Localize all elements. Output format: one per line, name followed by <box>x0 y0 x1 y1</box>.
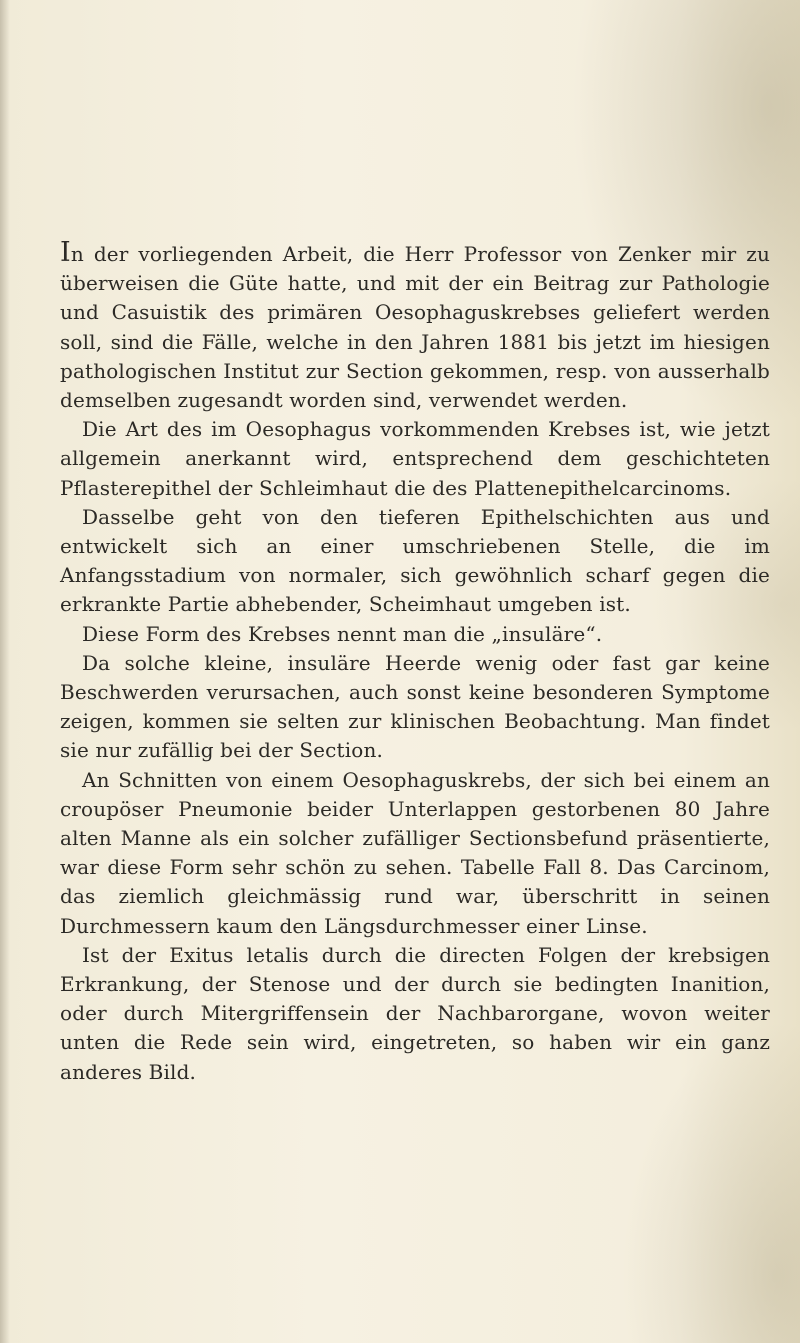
paragraph-1-text: n der vorliegenden Arbeit, die Herr Professor von Zenker mir zu überweisen die Güte hatte, und mit der ein Beitrag zur Pathologie und Casuistik des primären Oesophaguskrebses geliefert werden soll, sind die Fälle, welche in den Jahren 1881 bis jetzt im hiesigen pathologischen Institut zur Section gekommen, resp. von ausserhalb demselben zugesandt worden sind, verwendet werden. <box>60 242 770 413</box>
paragraph-6: An Schnitten von einem Oesophaguskrebs, der sich bei einem an croupöser Pneumonie beider Unterlappen gestorbenen 80 Jahre alten Manne als ein solcher zufälliger Sectionsbefund präsentierte, war diese Form sehr schön zu sehen. Tabelle Fall 8. Das Carcinom, das ziemlich gleichmässig rund war, überschritt in seinen Durchmessern kaum den Längsdurchmesser einer Linse. <box>60 767 770 938</box>
paragraph-3: Dasselbe geht von den tieferen Epithelschichten aus und entwickelt sich an einer umschriebenen Stelle, die im Anfangsstadium von normaler, sich gewöhnlich scharf gegen die erkrankte Partie abhebender, Scheimhaut umgeben ist. <box>60 504 770 617</box>
paragraph-4: Diese Form des Krebses nennt man die „insuläre“. <box>82 621 603 646</box>
paragraph-1 <box>60 237 770 415</box>
paragraph-7: Ist der Exitus letalis durch die directen Folgen der krebsigen Erkrankung, der Stenose und der durch sie bedingten Inanition, oder durch Mitergriffensein der Nachbarorgane, wovon weiter unten die Rede sein wird, eingetreten, so haben wir ein ganz anderes Bild. <box>60 942 770 1084</box>
body-text <box>60 237 770 1087</box>
paragraph-2: Die Art des im Oesophagus vorkommenden Krebses ist, wie jetzt allgemein anerkannt wird, entsprechend dem geschichteten Pflasterepithel der Schleimhaut die des Plattenepithelcarcinoms. <box>60 417 770 500</box>
drop-capital: I <box>60 237 71 268</box>
paragraph-5: Da solche kleine, insuläre Heerde wenig oder fast gar keine Beschwerden verursachen, auch sonst keine besonderen Symptome zeigen, kommen sie selten zur klinischen Beobachtung. Man findet sie nur zufällig bei der Section. <box>60 650 770 763</box>
page-spine-shadow <box>0 0 10 1343</box>
